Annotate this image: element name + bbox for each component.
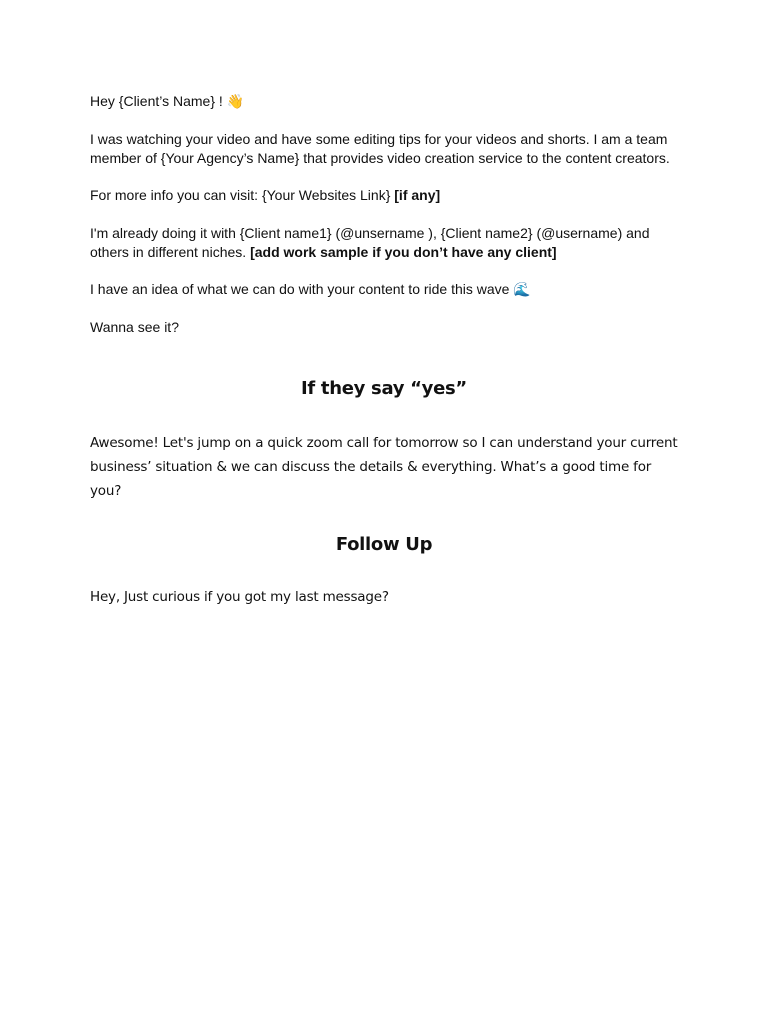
waving-hand-icon: 👋 — [226, 93, 245, 109]
intro-text: I was watching your video and have some editing tips for your videos and shorts. I am a team member of {Your Agency’s Name} that provides video creation service to the content creators. — [90, 131, 670, 166]
yes-section-heading: If they say “yes” — [301, 378, 467, 399]
greeting-line — [90, 92, 682, 111]
follow-up-heading: Follow Up — [335, 534, 433, 555]
clients-note: [add work sample if you don’t have any client] — [250, 243, 557, 260]
question-text: Wanna see it? — [90, 319, 179, 335]
intro-paragraph — [90, 130, 682, 167]
greeting-text: Hey {Client’s Name} ! — [90, 93, 223, 109]
question-paragraph — [90, 318, 682, 337]
follow-up-body: Hey, Just curious if you got my last message? — [90, 589, 389, 605]
idea-paragraph — [90, 280, 682, 299]
clients-paragraph — [90, 224, 682, 261]
wave-icon: 🌊 — [513, 281, 531, 297]
info-note: [if any] — [394, 187, 441, 203]
yes-section-body: Awesome! Let's jump on a quick zoom call for tomorrow so I can understand your current business’ situation & we can discuss the details & everything. What’s a good time for you? — [90, 435, 678, 499]
info-paragraph — [90, 186, 682, 205]
clients-text: I'm already doing it with {Client name1} (@unsername ), {Client name2} (@username) and others in different niches. — [90, 225, 650, 260]
idea-text: I have an idea of what we can do with your content to ride this wave — [90, 281, 510, 297]
info-text: For more info you can visit: {Your Websites Link} — [90, 187, 391, 203]
